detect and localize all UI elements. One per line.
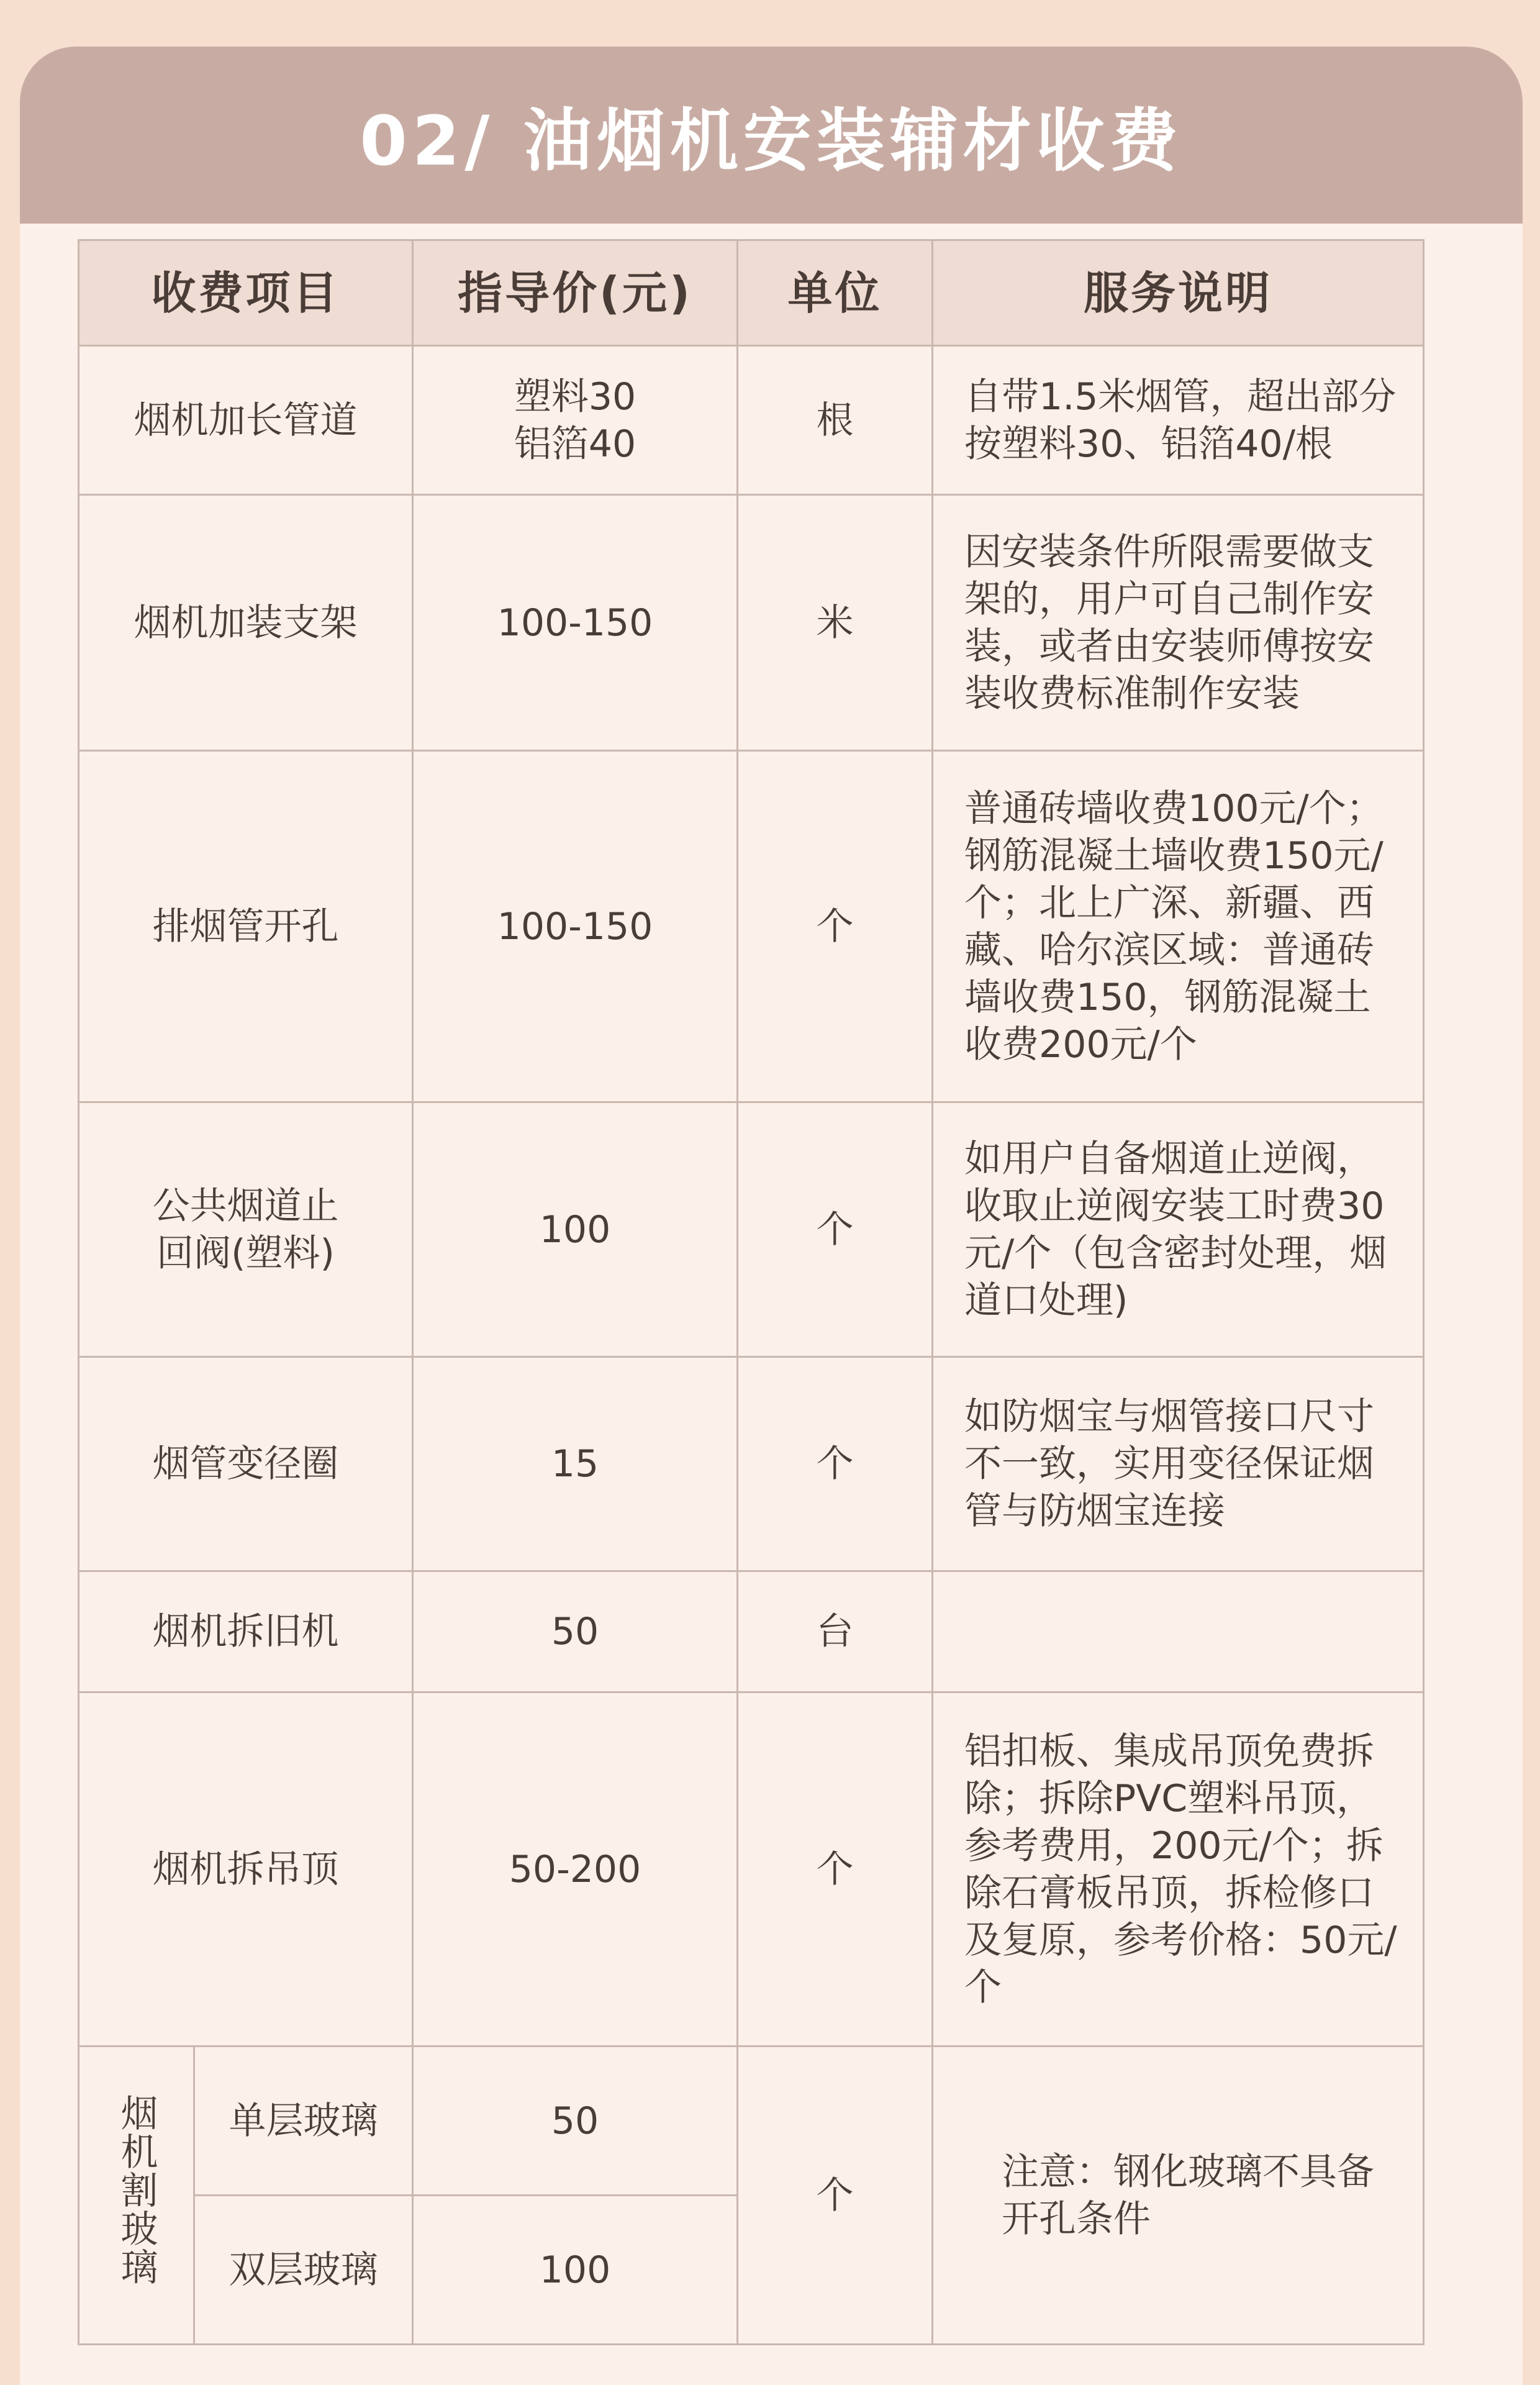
price-cell: 100 [413,1102,738,1357]
item-cell: 烟机拆旧机 [79,1571,413,1692]
unit-cell: 个 [738,1357,933,1571]
column-header-desc: 服务说明 [933,240,1424,346]
column-header-unit: 单位 [738,240,933,346]
desc-cell: 注意：钢化玻璃不具备开孔条件 [933,2047,1424,2345]
desc-cell: 铝扣板、集成吊顶免费拆除；拆除PVC塑料吊顶，参考费用，200元/个；拆除石膏板吊顶，拆检修口及复原，参考价格：50元/个 [933,1692,1424,2047]
price-cell: 50-200 [413,1692,738,2047]
table-row [79,751,1424,1102]
price-cell: 100-150 [413,751,738,1102]
item-cell: 排烟管开孔 [79,751,413,1102]
unit-cell: 台 [738,1571,933,1692]
item-cell: 公共烟道止回阀(塑料) [79,1102,413,1357]
unit-cell: 个 [738,751,933,1102]
unit-cell: 个 [738,1102,933,1357]
price-cell: 50 [413,2047,738,2196]
desc-cell [933,1571,1424,1692]
unit-cell: 米 [738,495,933,751]
page-title: 02/ 油烟机安装辅材收费 [360,101,1183,181]
desc-cell: 如防烟宝与烟管接口尺寸不一致，实用变径保证烟管与防烟宝连接 [933,1357,1424,1571]
table-row [79,495,1424,751]
desc-cell: 自带1.5米烟管，超出部分按塑料30、铝箔40/根 [933,346,1424,495]
table-row [79,346,1424,495]
item-cell: 烟机加装支架 [79,495,413,751]
group-cell [79,2047,194,2345]
fee-table [78,239,1424,2345]
column-header-item: 收费项目 [79,240,413,346]
unit-cell: 根 [738,346,933,495]
group-label: 烟机割玻璃 [114,2093,158,2286]
price-cell: 15 [413,1357,738,1571]
item-cell: 单层玻璃 [194,2047,413,2196]
unit-cell: 个 [738,1692,933,2047]
item-cell: 烟管变径圈 [79,1357,413,1571]
desc-cell: 因安装条件所限需要做支架的，用户可自己制作安装，或者由安装师傅按安装收费标准制作安装 [933,495,1424,751]
column-header-price: 指导价(元) [413,240,738,346]
table-row [79,1692,1424,2047]
desc-cell: 如用户自备烟道止逆阀，收取止逆阀安装工时费30元/个（包含密封处理，烟道口处理) [933,1102,1424,1357]
price-cell: 100 [413,2196,738,2345]
table-row [79,1357,1424,1571]
item-cell: 双层玻璃 [194,2196,413,2345]
table-header-row [79,240,1424,346]
item-cell: 烟机拆吊顶 [79,1692,413,2047]
table-row [79,1571,1424,1692]
table-row [79,2047,1424,2196]
desc-cell: 普通砖墙收费100元/个；钢筋混凝土墙收费150元/个；北上广深、新疆、西藏、哈尔滨区域：普通砖墙收费150，钢筋混凝土收费200元/个 [933,751,1424,1102]
item-cell: 烟机加长管道 [79,346,413,495]
table-row [79,1102,1424,1357]
price-cell: 50 [413,1571,738,1692]
price-cell: 塑料30 铝箔40 [413,346,738,495]
price-cell: 100-150 [413,495,738,751]
unit-cell: 个 [738,2047,933,2345]
card-header [20,47,1523,224]
